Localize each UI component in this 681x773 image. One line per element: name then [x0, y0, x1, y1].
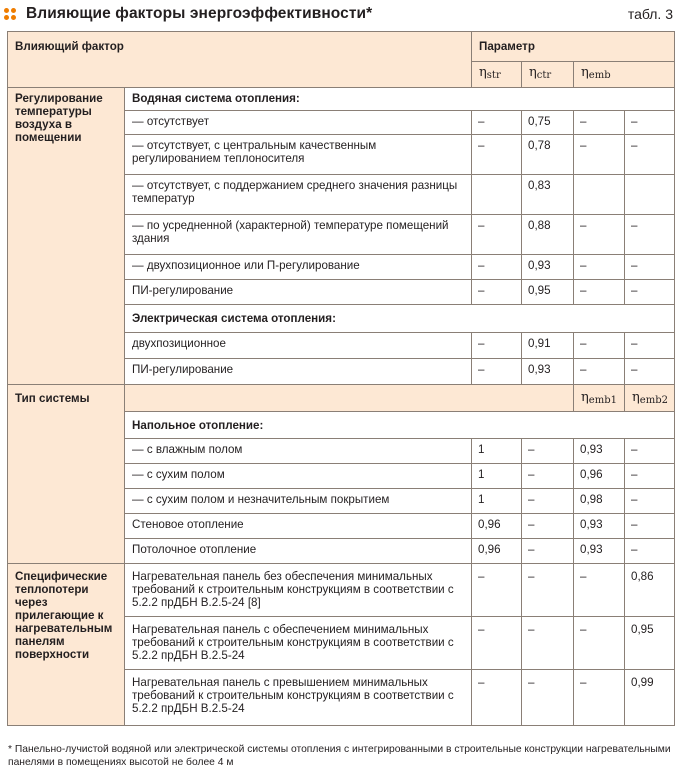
cell-value: – [472, 670, 522, 726]
header-eta-emb2: $\eta_{emb2}$ [625, 385, 675, 412]
cell-value: 0,91 [522, 333, 574, 359]
cell-value: 0,96 [574, 464, 625, 489]
cell-value: – [522, 464, 574, 489]
row-label: Стеновое отопление [125, 514, 472, 539]
cell-value: – [625, 359, 675, 385]
cell-value: – [522, 617, 574, 670]
row-label: — с влажным полом [125, 439, 472, 464]
energy-factors-table [7, 31, 675, 726]
cell-value: 1 [472, 439, 522, 464]
row-label: — отсутствует, с поддержанием среднего значения разницы температур [125, 175, 472, 215]
cell-value: 0,96 [472, 514, 522, 539]
cell-value: 0,98 [574, 489, 625, 514]
cell-value: – [625, 111, 675, 135]
row-label: двухпозиционное [125, 333, 472, 359]
table-number: табл. 3 [627, 6, 673, 22]
cell-value: 0,78 [522, 135, 574, 175]
bullet-dots-icon [4, 8, 18, 22]
cell-value: – [472, 215, 522, 255]
cell-value: – [574, 670, 625, 726]
cell-value: – [625, 514, 675, 539]
cell-value: 0,93 [522, 255, 574, 280]
cell-value [625, 175, 675, 215]
cell-value: – [522, 514, 574, 539]
cell-value: – [625, 280, 675, 305]
group-specific-heat-losses: Специфические теплопотери через прилегающие к нагревательным панелям поверхности [8, 564, 125, 726]
cell-value: – [574, 215, 625, 255]
row-label: — с сухим полом [125, 464, 472, 489]
cell-value: – [625, 255, 675, 280]
header-eta-emb: $\eta_{emb}$ [574, 62, 675, 88]
cell-value: 0,95 [522, 280, 574, 305]
header-parameter: Параметр [472, 32, 675, 62]
cell-value: – [625, 135, 675, 175]
group-air-temperature-regulation: Регулирование температуры воздуха в помещении [8, 88, 125, 385]
subhead-electric-system: Электрическая система отопления: [125, 305, 675, 333]
cell-value: – [522, 489, 574, 514]
row-label: — отсутствует [125, 111, 472, 135]
cell-value: – [472, 333, 522, 359]
cell-value: – [574, 280, 625, 305]
table-title: Влияющие факторы энергоэффективности* [26, 5, 373, 22]
cell-value: – [625, 333, 675, 359]
cell-value: – [625, 489, 675, 514]
cell-value: 0,93 [574, 439, 625, 464]
row-label: Потолочное отопление [125, 539, 472, 564]
row-label: ПИ-регулирование [125, 359, 472, 385]
cell-value [472, 175, 522, 215]
header-eta-str: $\eta_{str}$ [472, 62, 522, 88]
cell-value: – [472, 255, 522, 280]
cell-value: 1 [472, 464, 522, 489]
cell-value: 0,99 [625, 670, 675, 726]
cell-value: – [574, 135, 625, 175]
subhead-water-system: Водяная система отопления: [125, 88, 675, 111]
cell-value: – [522, 439, 574, 464]
cell-value: 0,93 [522, 359, 574, 385]
header-factor: Влияющий фактор [8, 32, 472, 88]
cell-value: – [522, 564, 574, 617]
row-label: Нагревательная панель с превышением минимальных требований к строительным конструкциям в соответствии с 5.2.2 прДБН В.2.5-24 [125, 670, 472, 726]
empty-header-cell [125, 385, 574, 412]
cell-value: – [574, 333, 625, 359]
cell-value: 0,83 [522, 175, 574, 215]
cell-value: – [472, 280, 522, 305]
cell-value: – [574, 564, 625, 617]
cell-value: – [574, 255, 625, 280]
subhead-floor-heating: Напольное отопление: [125, 412, 675, 439]
cell-value: – [574, 111, 625, 135]
row-label: — двухпозиционное или П-регулирование [125, 255, 472, 280]
row-label: Нагревательная панель без обеспечения минимальных требований к строительным конструкциям в соответствии с 5.2.2 прДБН В.2.5-24 [8] [125, 564, 472, 617]
cell-value: 0,75 [522, 111, 574, 135]
cell-value: – [625, 215, 675, 255]
group-system-type: Тип системы [8, 385, 125, 564]
cell-value: – [472, 135, 522, 175]
cell-value: – [625, 464, 675, 489]
row-label: — по усредненной (характерной) температуре помещений здания [125, 215, 472, 255]
footnote: * Панельно-лучистой водяной или электрической системы отопления с интегрированными в строительные конструкции нагревательными панелями в помещениях высотой не более 4 м [8, 744, 671, 768]
row-label: — отсутствует, с центральным качественным регулированием теплоносителя [125, 135, 472, 175]
cell-value: – [472, 359, 522, 385]
cell-value: – [522, 670, 574, 726]
cell-value: – [574, 617, 625, 670]
cell-value: 0,88 [522, 215, 574, 255]
table-row [8, 564, 675, 617]
cell-value [574, 175, 625, 215]
row-label: ПИ-регулирование [125, 280, 472, 305]
header-eta-emb1: $\eta_{emb1}$ [574, 385, 625, 412]
cell-value: 1 [472, 489, 522, 514]
row-label: Нагревательная панель с обеспечением минимальных требований к строительным конструкциям в соответствии с 5.2.2 прДБН В.2.5-24 [125, 617, 472, 670]
cell-value: – [625, 439, 675, 464]
cell-value: 0,93 [574, 514, 625, 539]
cell-value: – [472, 111, 522, 135]
header-eta-ctr: $\eta_{ctr}$ [522, 62, 574, 88]
cell-value: 0,93 [574, 539, 625, 564]
cell-value: – [472, 617, 522, 670]
title-bar [0, 0, 681, 30]
cell-value: – [625, 539, 675, 564]
cell-value: – [522, 539, 574, 564]
row-label: — с сухим полом и незначительным покрытием [125, 489, 472, 514]
cell-value: – [574, 359, 625, 385]
cell-value: 0,86 [625, 564, 675, 617]
cell-value: – [472, 564, 522, 617]
cell-value: 0,96 [472, 539, 522, 564]
cell-value: 0,95 [625, 617, 675, 670]
